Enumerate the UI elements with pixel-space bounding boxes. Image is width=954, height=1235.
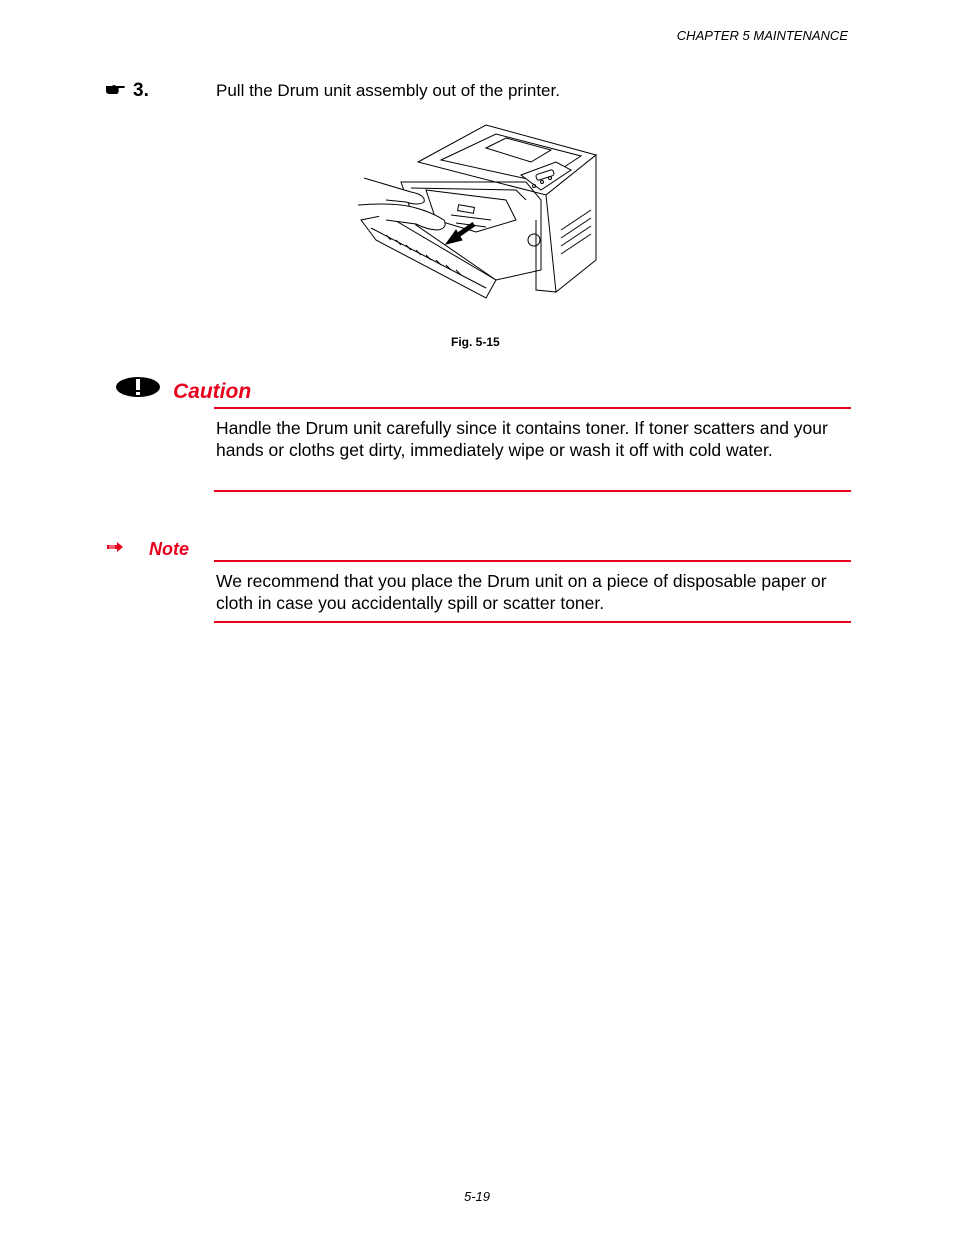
exclamation-icon (115, 376, 161, 403)
step-instruction: Pull the Drum unit assembly out of the printer. (216, 81, 560, 100)
printer-drum-illustration (356, 120, 602, 306)
chapter-header: CHAPTER 5 MAINTENANCE (676, 28, 848, 43)
page-number: 5-19 (464, 1189, 491, 1204)
caution-title: Caution (173, 380, 252, 403)
note-top-rule (214, 560, 851, 562)
pointing-hand-icon (105, 82, 127, 101)
step-marker (105, 80, 149, 102)
caution-bottom-rule (214, 490, 851, 492)
caution-body: Handle the Drum unit carefully since it contains toner. If toner scatters and your hands or cloths get dirty, immediately wipe or wash it off with cold water. (216, 418, 828, 460)
pencil-icon (106, 540, 124, 559)
caution-top-rule (214, 407, 851, 409)
note-body: We recommend that you place the Drum unit on a piece of disposable paper or cloth in case you accidentally spill or scatter toner. (216, 571, 827, 613)
note-bottom-rule (214, 621, 851, 623)
note-title: Note (149, 539, 189, 559)
step-number: 3. (133, 80, 149, 101)
figure-caption: Fig. 5-15 (451, 335, 500, 349)
